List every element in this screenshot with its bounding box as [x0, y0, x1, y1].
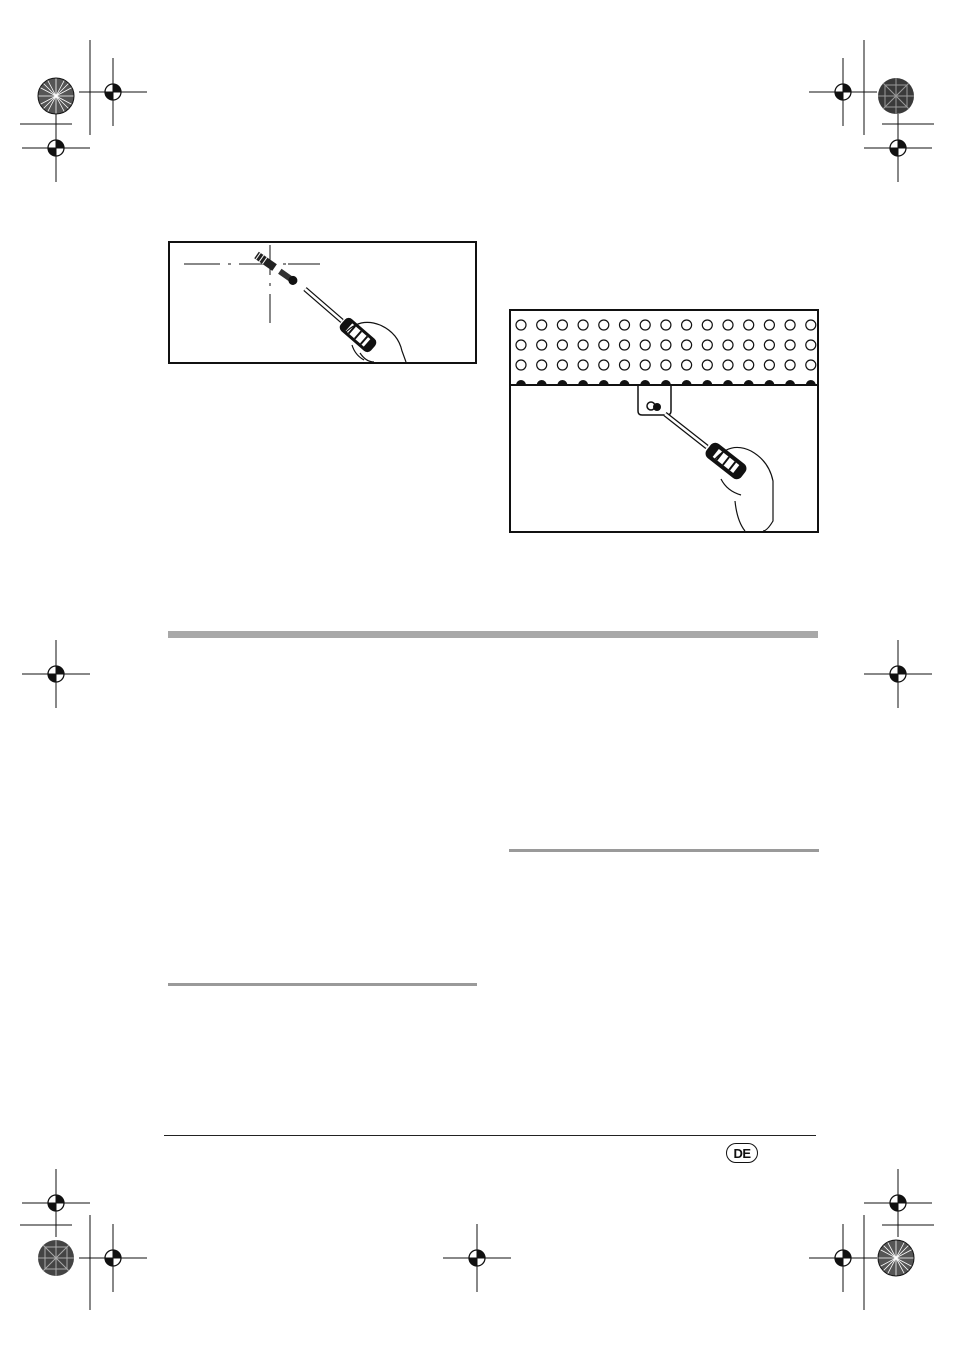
- grille-hole: [557, 320, 567, 330]
- grille-hole: [620, 340, 630, 350]
- grille-hole: [516, 320, 526, 330]
- grille-hole: [578, 360, 588, 370]
- registration-crosshair-icon: [443, 1224, 511, 1292]
- grille-hole: [557, 360, 567, 370]
- grille-hole: [702, 320, 712, 330]
- grille-hole: [682, 360, 692, 370]
- grille-hole: [516, 360, 526, 370]
- language-badge: DE: [726, 1143, 758, 1163]
- starburst-wheel-icon: [36, 76, 76, 116]
- grille-hole: [620, 360, 630, 370]
- grille-hole: [744, 360, 754, 370]
- grille-hole: [723, 340, 733, 350]
- grille-hole: [516, 340, 526, 350]
- starburst-wheel-icon: [876, 1238, 916, 1278]
- registration-crosshair-icon: [22, 640, 90, 708]
- registration-crosshair-icon: [864, 640, 932, 708]
- grille-hole: [785, 320, 795, 330]
- grille-hole: [661, 340, 671, 350]
- grille-hole: [640, 320, 650, 330]
- grille-hole: [723, 360, 733, 370]
- grille-hole: [578, 340, 588, 350]
- grille-hole: [785, 360, 795, 370]
- section-divider: [168, 631, 818, 638]
- grille-hole: [764, 360, 774, 370]
- grille-hole: [640, 340, 650, 350]
- grille-hole: [640, 360, 650, 370]
- grille-hole: [682, 340, 692, 350]
- grille-hole: [557, 340, 567, 350]
- subsection-rule-right: [509, 849, 819, 852]
- grille-hole: [578, 320, 588, 330]
- subsection-rule-left: [168, 983, 477, 986]
- grille-hole: [599, 340, 609, 350]
- grille-hole: [806, 320, 816, 330]
- starburst-wheel-icon: [876, 76, 916, 116]
- grille-hole: [537, 340, 547, 350]
- grille-hole: [806, 340, 816, 350]
- grille-hole: [537, 320, 547, 330]
- footer-rule: [164, 1135, 816, 1136]
- registration-crosshair-icon: [809, 58, 877, 126]
- registration-crosshair-icon: [864, 1169, 932, 1237]
- grille-hole: [599, 320, 609, 330]
- grille-mount-figure: [509, 309, 819, 533]
- wall-mount-figure: [168, 241, 477, 364]
- grille-hole: [599, 360, 609, 370]
- grille-hole: [723, 320, 733, 330]
- grille-hole: [764, 340, 774, 350]
- registration-crosshair-icon: [79, 58, 147, 126]
- registration-crosshair-icon: [22, 1169, 90, 1237]
- grille-hole: [620, 320, 630, 330]
- grille-hole: [806, 360, 816, 370]
- grille-hole: [764, 320, 774, 330]
- grille-hole: [744, 340, 754, 350]
- grille-hole: [702, 340, 712, 350]
- registration-crosshair-icon: [809, 1224, 877, 1292]
- registration-crosshair-icon: [79, 1224, 147, 1292]
- grille-hole: [661, 320, 671, 330]
- grille-hole: [537, 360, 547, 370]
- starburst-wheel-icon: [36, 1238, 76, 1278]
- grille-hole: [682, 320, 692, 330]
- grille-hole: [785, 340, 795, 350]
- grille-hole: [661, 360, 671, 370]
- grille-hole: [702, 360, 712, 370]
- grille-hole: [744, 320, 754, 330]
